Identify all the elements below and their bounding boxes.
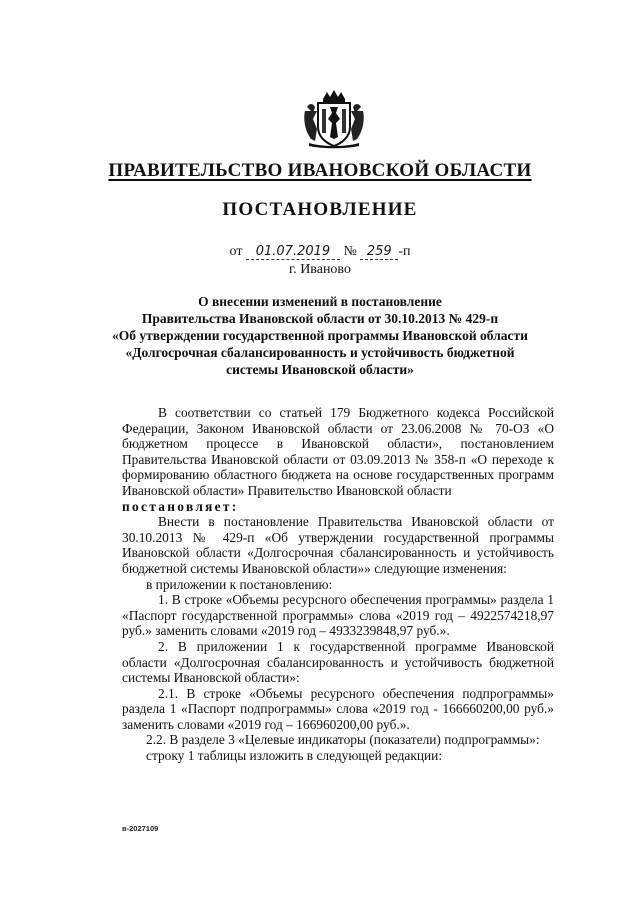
date-prefix: от bbox=[229, 244, 243, 259]
number-suffix: -п bbox=[398, 244, 411, 259]
title-line: О внесении изменений в постановление bbox=[198, 294, 442, 309]
body-paragraph: 2.2. В разделе 3 «Целевые индикаторы (показатели) подпрограммы»: bbox=[146, 732, 540, 748]
footer-code: в-2027109 bbox=[122, 824, 159, 833]
document-type: ПОСТАНОВЛЕНИЕ bbox=[222, 199, 418, 220]
document-body bbox=[122, 405, 554, 764]
body-paragraph: 2.1. В строке «Объемы ресурсного обеспечения подпрограммы» раздела 1 «Паспорт подпрограммы» слова «2019 год - 166660200,00 руб.» заменить словами «2019 год – 166960200,00 руб.». bbox=[122, 685, 554, 732]
body-paragraph: 1. В строке «Объемы ресурсного обеспечения программы» раздела 1 «Паспорт государственной программы» слова «2019 год – 4922574218,97 руб.» заменить словами «2019 год – 4933239848,97 руб.». bbox=[122, 592, 554, 639]
document-title bbox=[100, 293, 540, 378]
document-number: 259 bbox=[360, 244, 398, 260]
body-paragraph: строку 1 таблицы изложить в следующей редакции: bbox=[146, 748, 443, 764]
preamble-paragraph: В соответствии со статьей 179 Бюджетного кодекса Российской Федерации, Законом Ивановской области от 23.06.2008 № 70-ОЗ «О бюджетном процессе в Ивановской области», постановлением Правительства Ивановской области от 03.09.2013 № 358-п «О переходе к формированию областного бюджета на основе государственных программ Ивановской области» Правительство Ивановской области bbox=[122, 405, 554, 498]
coat-of-arms-emblem-icon bbox=[299, 89, 369, 149]
government-name: ПРАВИТЕЛЬСТВО ИВАНОВСКОЙ ОБЛАСТИ bbox=[108, 160, 532, 181]
title-line: «Об утверждении государственной программы Ивановской области bbox=[112, 328, 528, 343]
body-paragraph: Внести в постановление Правительства Ивановской области от 30.10.2013 № 429-п «Об утверждении государственной программы Ивановской области «Долгосрочная сбалансированность и устойчивость бюджетной системы Ивановской области»» следующие изменения: bbox=[122, 514, 554, 576]
city: г. Иваново bbox=[289, 262, 351, 277]
title-line: Правительства Ивановской области от 30.10.2013 № 429-п bbox=[141, 311, 499, 326]
resolve-word: постановляет: bbox=[122, 498, 239, 514]
title-line: системы Ивановской области» bbox=[226, 362, 414, 377]
number-sign: № bbox=[343, 244, 357, 259]
date-number-line bbox=[0, 244, 640, 260]
document-date: 01.07.2019 bbox=[246, 244, 340, 260]
body-paragraph: в приложении к постановлению: bbox=[146, 576, 333, 592]
body-paragraph: 2. В приложении 1 к государственной программе Ивановской области «Долгосрочная сбалансированность и устойчивость бюджетной системы Ивановской области»: bbox=[122, 638, 554, 686]
title-line: «Долгосрочная сбалансированность и устойчивость бюджетной bbox=[125, 345, 515, 360]
